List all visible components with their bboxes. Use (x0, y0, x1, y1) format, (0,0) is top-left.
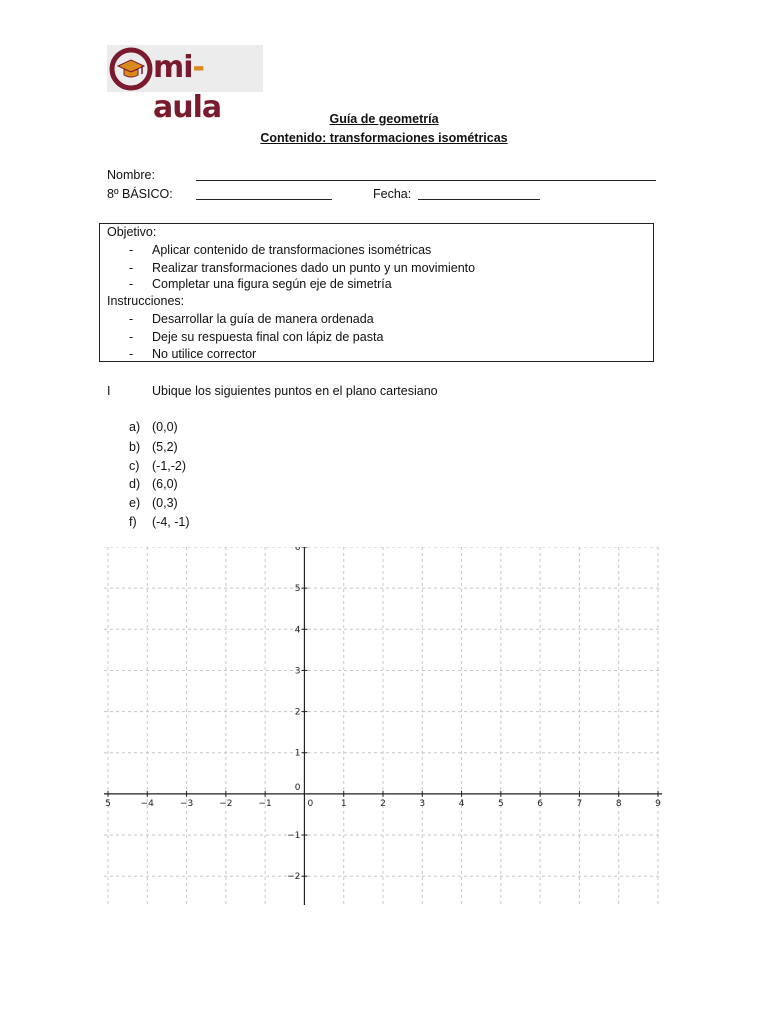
page-title: Guía de geometría (329, 112, 439, 126)
instruction-item: Deje su respuesta final con lápiz de pasta (152, 330, 384, 344)
y-tick-label: 1 (294, 748, 301, 759)
page-subtitle: Contenido: transformaciones isométricas (260, 131, 508, 145)
point-value: (-1,-2) (152, 459, 187, 473)
y-tick-label: 5 (294, 584, 301, 595)
name-label: Nombre: (107, 168, 155, 182)
instruction-item: Desarrollar la guía de manera ordenada (152, 312, 374, 326)
point-label: e) (129, 496, 141, 510)
date-field[interactable] (418, 199, 540, 200)
bullet: - (129, 347, 134, 361)
logo-wordmark: mi-aula (153, 50, 222, 125)
x-tick-label: 8 (615, 798, 622, 809)
x-tick-label: 2 (380, 798, 386, 809)
objective-item: Realizar transformaciones dado un punto y un movimiento (152, 261, 476, 275)
bullet: - (129, 261, 134, 275)
objective-heading: Objetivo: (107, 225, 157, 239)
y-tick-label: 4 (294, 625, 301, 636)
x-tick-label: 3 (419, 798, 426, 809)
objective-item: Completar una figura según eje de simetría (152, 277, 392, 291)
point-value: (6,0) (152, 477, 178, 491)
bullet: - (129, 330, 134, 344)
instruction-item: No utilice corrector (152, 347, 257, 361)
objective-item: Aplicar contenido de transformaciones isométricas (152, 243, 432, 257)
instructions-heading: Instrucciones: (107, 294, 185, 308)
x-tick-label: −4 (140, 798, 154, 809)
x-tick-label: 0 (307, 798, 314, 809)
point-value: (0,0) (152, 420, 178, 434)
y-tick-label: 3 (294, 666, 301, 677)
section-number: I (107, 384, 111, 398)
x-tick-label: 1 (340, 798, 347, 809)
bullet: - (129, 277, 134, 291)
point-label: b) (129, 440, 141, 454)
y-tick-label: 6 (294, 547, 301, 553)
point-value: (0,3) (152, 496, 178, 510)
bullet: - (129, 312, 134, 326)
x-tick-label: 5 (497, 798, 504, 809)
y-tick-label: −2 (287, 872, 301, 883)
x-tick-label: 6 (537, 798, 544, 809)
x-tick-label: 5 (105, 798, 111, 809)
logo (107, 45, 263, 125)
point-label: c) (129, 459, 140, 473)
grade-label: 8º BÁSICO: (107, 187, 173, 201)
grade-field[interactable] (196, 199, 332, 200)
graduation-cap-icon (109, 47, 153, 91)
y-tick-label: 0 (294, 782, 301, 793)
section-prompt: Ubique los siguientes puntos en el plano cartesiano (152, 384, 438, 398)
y-tick-label: −1 (287, 831, 301, 842)
point-label: d) (129, 477, 141, 491)
point-label: f) (129, 515, 137, 529)
point-value: (-4, -1) (152, 515, 190, 529)
name-field[interactable] (196, 180, 656, 181)
cartesian-plane[interactable] (104, 547, 662, 905)
date-label: Fecha: (373, 187, 412, 201)
x-tick-label: −1 (258, 798, 272, 809)
y-tick-label: 2 (294, 707, 301, 718)
bullet: - (129, 243, 134, 257)
cartesian-plane-svg (104, 547, 662, 905)
point-label: a) (129, 420, 141, 434)
point-value: (5,2) (152, 440, 178, 454)
x-tick-label: 7 (576, 798, 583, 809)
x-tick-label: 4 (458, 798, 465, 809)
x-tick-label: −2 (219, 798, 233, 809)
x-tick-label: 9 (655, 798, 661, 809)
x-tick-label: −3 (179, 798, 194, 809)
